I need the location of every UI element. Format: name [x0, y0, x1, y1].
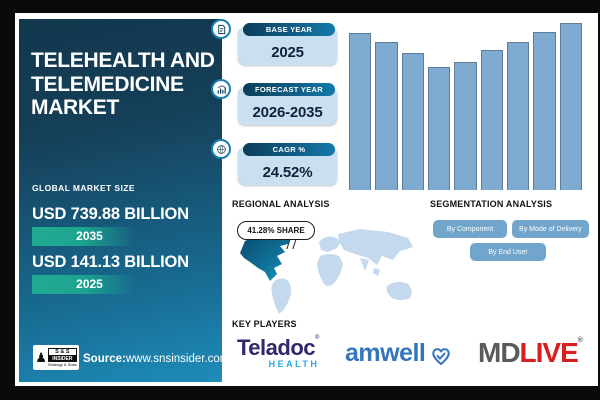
segment-pill-by-end-user: By End User	[470, 243, 546, 261]
stat-box-cagr	[238, 147, 337, 185]
page-title-line2: TELEMEDICINE	[31, 72, 184, 96]
regional-analysis-heading: REGIONAL ANALYSIS	[232, 199, 330, 209]
chart-bar	[560, 23, 582, 190]
page-title	[31, 49, 215, 120]
source-line	[83, 353, 229, 365]
amwell-wordmark: amwell	[345, 339, 426, 367]
chart-bar	[533, 32, 555, 190]
chart-bar	[402, 53, 424, 190]
world-map	[232, 223, 422, 320]
year-badge-2035: 2035	[32, 227, 147, 246]
amwell-logo	[345, 339, 453, 368]
logo-text	[48, 348, 77, 367]
forecast-year-label: FORECAST YEAR	[243, 83, 335, 96]
market-value-2025: USD 141.13 BILLION	[32, 253, 189, 271]
page-title-line3: MARKET	[31, 96, 120, 119]
chart-bar	[454, 62, 476, 190]
segment-pill-by-mode-of-delivery: By Mode of Delivery	[512, 220, 589, 238]
mdlive-registered-mark: ®	[577, 337, 582, 344]
mdlive-live-part: LIVE	[519, 337, 578, 368]
logo-text-top: S & S	[48, 348, 77, 356]
map-australia	[387, 282, 412, 300]
logo-text-bottom: Strategy & Stats	[47, 362, 77, 367]
regional-share-bubble: 41.28% SHARE	[237, 221, 315, 240]
content-board	[15, 13, 598, 386]
map-africa	[317, 254, 343, 286]
bar-chart	[349, 20, 582, 190]
forecast-year-value: 2026-2035	[252, 104, 323, 121]
chess-pawn-icon: ♟	[35, 350, 47, 365]
base-year-value: 2025	[271, 44, 304, 61]
map-north-america	[240, 233, 292, 281]
teladoc-registered-mark: ®	[315, 335, 320, 341]
teladoc-wordmark: Teladoc	[237, 335, 316, 360]
global-market-size-label: GLOBAL MARKET SIZE	[32, 183, 135, 193]
globe-percent-icon	[211, 139, 231, 159]
document-report-icon	[211, 19, 231, 39]
source-label: Source:	[83, 353, 126, 365]
map-asia	[338, 229, 413, 265]
sns-insider-logo	[33, 345, 79, 370]
chart-bar	[349, 33, 371, 190]
market-value-2035: USD 739.88 BILLION	[32, 205, 189, 223]
chart-bar	[428, 67, 450, 190]
mdlive-logo	[478, 337, 582, 369]
chart-bar	[481, 50, 503, 190]
amwell-heart-icon	[429, 344, 453, 368]
teladoc-logo	[237, 335, 319, 369]
key-players-heading: KEY PLAYERS	[232, 319, 297, 329]
chart-bar	[375, 42, 397, 190]
segment-pill-by-component: By Component	[433, 220, 507, 238]
stat-box-forecast-year	[238, 87, 337, 125]
stat-box-base-year	[238, 27, 337, 65]
source-url: www.snsinsider.com	[125, 353, 230, 365]
map-south-america	[272, 278, 292, 314]
map-europe	[319, 237, 341, 252]
base-year-label: BASE YEAR	[243, 23, 335, 36]
cagr-value: 24.52%	[262, 164, 313, 181]
chart-bar	[507, 42, 529, 190]
cagr-label: CAGR %	[243, 143, 335, 156]
page-title-line1: TELEHEALTH AND	[31, 49, 215, 72]
left-panel	[19, 19, 230, 382]
growth-chart-icon	[211, 79, 231, 99]
teladoc-health-label: HEALTH	[268, 359, 320, 369]
segmentation-analysis-heading: SEGMENTATION ANALYSIS	[430, 199, 553, 209]
mdlive-md-part: MD	[478, 337, 520, 368]
year-badge-2025: 2025	[32, 275, 147, 294]
logo-text-mid: INSIDER	[48, 356, 77, 362]
